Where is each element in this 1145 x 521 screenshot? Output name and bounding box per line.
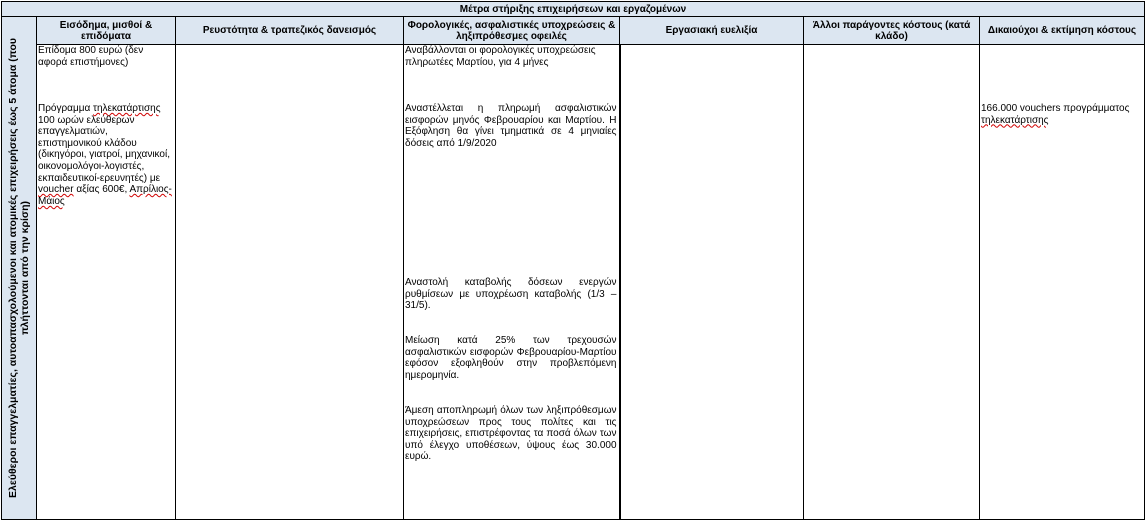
row-label-cell <box>2 17 37 520</box>
support-measures-table <box>1 1 1145 520</box>
row-label: Ελεύθεροι επαγγελματίες, αυτοαπασχολούμενοι και ατομικές επιχειρήσεις έως 5 άτομα (που πλήττονται από την κρίση) <box>7 37 31 498</box>
income-teletraining-program: Πρόγραμμα τηλεκατάρτισης 100 ωρών ελεύθερων επαγγελματιών, επιστημονικού κλάδου (δικηγόροι, γιατροί, μηχανικοί, οικονομολόγοι-λογιστές, εκπαιδευτικοί-ερευνητές) με voucher αξίας 600€, Απρίλιος-Μάιος <box>38 103 172 207</box>
tax-item-contribution-reduction: Μείωση κατά 25% των τρεχουσών ασφαλιστικών εισφορών Φεβρουαρίου-Μαρτίου εφόσον εξοφληθούν στην προβλεπόμενη ημερομηνία. <box>405 335 617 381</box>
tax-item-contributions-suspension: Αναστέλλεται η πληρωμή ασφαλιστικών εισφορών μηνός Φεβρουαρίου και Μαρτίου. Η Εξόφληση θα γίνει τμηματικά σε 4 μηνιαίες δόσεις από 1/9/2020 <box>405 103 617 149</box>
tax-item-deferral: Αναβάλλονται οι φορολογικές υποχρεώσεις πληρωτέες Μαρτίου, για 4 μήνες <box>405 45 596 68</box>
cell-liquidity[interactable] <box>176 45 404 520</box>
header-beneficiaries: Δικαιούχοι & εκτίμηση κόστους <box>980 17 1145 45</box>
cell-tax[interactable] <box>404 45 620 520</box>
header-tax: Φορολογικές, ασφαλιστικές υποχρεώσεις & ληξιπρόθεσμες οφειλές <box>404 17 620 45</box>
cell-labour[interactable] <box>620 45 804 520</box>
income-allowance: Επίδομα 800 ευρώ (δεν αφορά επιστήμονες) <box>38 45 144 68</box>
header-labour: Εργασιακή ευελιξία <box>620 17 804 45</box>
header-liquidity: Ρευστότητα & τραπεζικός δανεισμός <box>176 17 404 45</box>
beneficiaries-vouchers: 166.000 vouchers προγράμματος τηλεκατάρτισης <box>981 103 1130 126</box>
table-title: Μέτρα στήριξης επιχειρήσεων και εργαζομένων <box>2 2 1145 17</box>
tax-item-installments-suspension: Αναστολή καταβολής δόσεων ενεργών ρυθμίσεων με υποχρέωση καταβολής (1/3 – 31/5). <box>405 277 617 312</box>
tax-item-immediate-repayment: Άμεση αποπληρωμή όλων των ληξιπρόθεσμων υποχρεώσεων προς τους πολίτες και τις επιχειρήσεις, επιστρέφοντας τα ποσά όλων των υπό έλεγχο υποθέσεων, ύψους έως 30.000 ευρώ. <box>405 405 617 463</box>
header-income: Εισόδημα, μισθοί & επιδόματα <box>37 17 176 45</box>
cell-beneficiaries[interactable] <box>980 45 1145 520</box>
header-other-costs: Άλλοι παράγοντες κόστους (κατά κλάδο) <box>804 17 980 45</box>
cell-other-costs[interactable] <box>804 45 980 520</box>
cell-income[interactable] <box>37 45 176 520</box>
